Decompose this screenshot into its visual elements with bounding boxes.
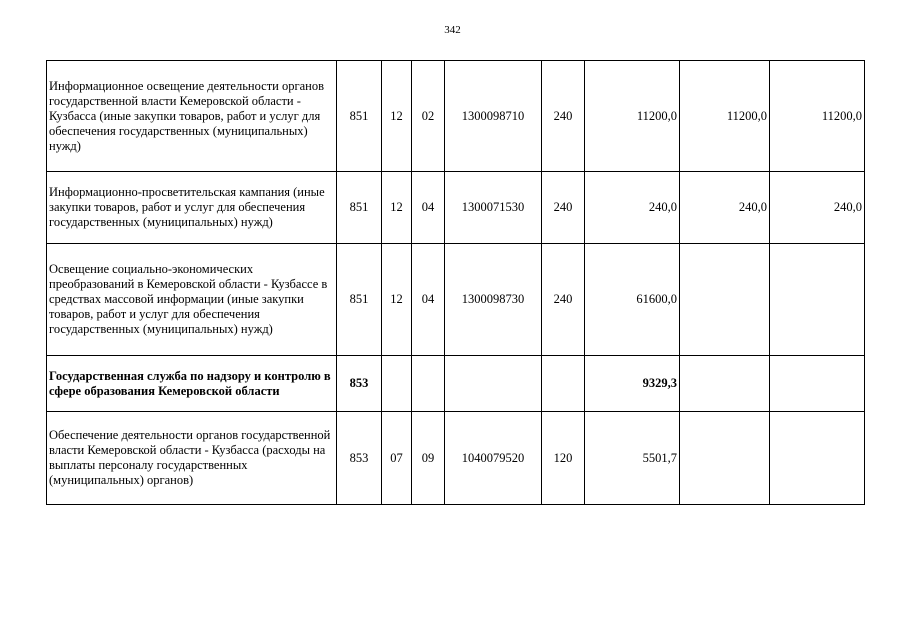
row-csr: 1300098730 [445,244,542,356]
row-csr: 1040079520 [445,412,542,505]
row-rz: 12 [382,172,412,244]
row-sum-1: 5501,7 [585,412,680,505]
row-sum-2: 11200,0 [680,61,770,172]
row-sum-2 [680,412,770,505]
row-sum-3 [770,244,865,356]
row-ved: 851 [337,244,382,356]
row-name: Освещение социально-экономических преобразований в Кемеровской области - Кузбассе в средствах массовой информации (иные закупки товаров, работ и услуг для обеспечения государственных (муниципальных) нужд) [47,244,337,356]
row-name: Информационное освещение деятельности органов государственной власти Кемеровской области - Кузбасса (иные закупки товаров, работ и услуг для обеспечения государственных (муниципальных) нужд) [47,61,337,172]
row-vr: 120 [542,412,585,505]
row-sum-2 [680,356,770,412]
row-ved: 851 [337,172,382,244]
row-pr: 09 [412,412,445,505]
row-sum-2 [680,244,770,356]
row-sum-3 [770,356,865,412]
budget-table [46,60,865,505]
row-csr [445,356,542,412]
row-csr: 1300098710 [445,61,542,172]
row-ved: 851 [337,61,382,172]
row-vr [542,356,585,412]
row-sum-1: 240,0 [585,172,680,244]
row-rz: 12 [382,61,412,172]
row-csr: 1300071530 [445,172,542,244]
row-ved: 853 [337,412,382,505]
row-sum-3: 240,0 [770,172,865,244]
page-number: 342 [444,24,461,36]
row-sum-1: 61600,0 [585,244,680,356]
row-pr [412,356,445,412]
row-name: Государственная служба по надзору и контролю в сфере образования Кемеровской области [47,356,337,412]
table-row [47,172,865,244]
table-row [47,61,865,172]
table-row [47,356,865,412]
row-pr: 04 [412,172,445,244]
row-sum-2: 240,0 [680,172,770,244]
row-sum-3: 11200,0 [770,61,865,172]
row-sum-1: 9329,3 [585,356,680,412]
row-vr: 240 [542,244,585,356]
row-pr: 04 [412,244,445,356]
row-vr: 240 [542,172,585,244]
row-ved: 853 [337,356,382,412]
row-rz: 12 [382,244,412,356]
table-row [47,412,865,505]
row-sum-3 [770,412,865,505]
row-sum-1: 11200,0 [585,61,680,172]
row-name: Информационно-просветительская кампания (иные закупки товаров, работ и услуг для обеспечения государственных (муниципальных) нужд) [47,172,337,244]
row-name: Обеспечение деятельности органов государственной власти Кемеровской области - Кузбасса (расходы на выплаты персоналу государственных (муниципальных) органов) [47,412,337,505]
table-row [47,244,865,356]
row-rz: 07 [382,412,412,505]
row-rz [382,356,412,412]
row-vr: 240 [542,61,585,172]
row-pr: 02 [412,61,445,172]
